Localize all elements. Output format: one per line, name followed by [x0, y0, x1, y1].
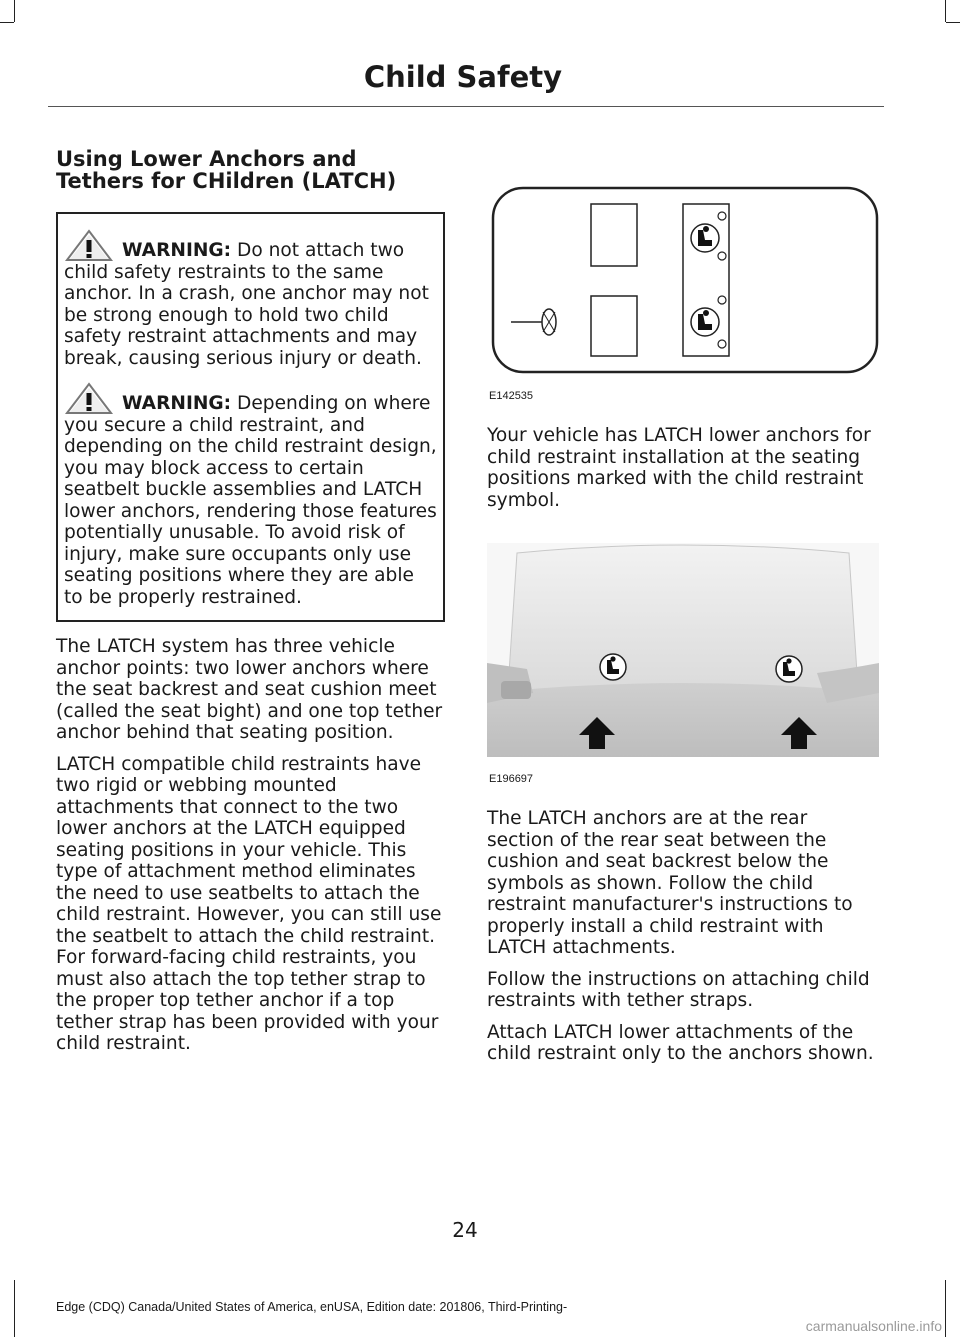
- left-column: [56, 148, 445, 1065]
- warning-1: [64, 240, 437, 369]
- header-divider: [48, 106, 884, 107]
- warning-text: Depending on where you secure a child restraint, and depending on the child restraint design, you may block access to certain seatbelt buckle assemblies and LATCH lower anchors, rendering those features potentially unusable. To avoid risk of injury, make sure occupants only use seating positions where they are able to be properly restrained.: [64, 393, 437, 608]
- footer-edition: Edge (CDQ) Canada/United States of America, enUSA, Edition date: 201806, Third-Printing-: [56, 1300, 568, 1314]
- rear-seat-photo: [487, 543, 879, 757]
- warning-box: [56, 212, 445, 622]
- seating-diagram: [487, 186, 879, 374]
- body-paragraph: The LATCH anchors are at the rear section of the rear seat between the cushion and seat backrest below the symbols as shown. Follow the child restraint manufacturer's instructions to properly install a child restraint with LATCH attachments.: [487, 808, 853, 958]
- figure-id: E142535: [489, 389, 534, 402]
- crop-mark: [14, 1280, 15, 1337]
- child-seat-icon: [600, 654, 626, 680]
- warning-label: WARNING:: [122, 240, 232, 261]
- warning-label: WARNING:: [122, 393, 232, 414]
- child-seat-icon: [691, 224, 719, 252]
- page-title: Child Safety: [363, 60, 562, 94]
- warning-2: [64, 393, 437, 608]
- child-seat-icon: [776, 656, 802, 682]
- warning-triangle-icon: [64, 381, 114, 415]
- body-paragraph: LATCH compatible child restraints have two rigid or webbing mounted attachments that connect to the two lower anchors at the LATCH equipped seating positions in your vehicle. This type of attachment method eliminates the need to use seatbelts to attach the child restraint. However, you can still use the seatbelt to attach the child restraint. For forward-facing child restraints, you must also attach the top tether strap to the proper top tether anchor if a top tether strap has been provided with your child restraint.: [56, 753, 442, 1054]
- body-paragraph: Follow the instructions on attaching child restraints with tether straps.: [487, 968, 870, 1011]
- figure-id: E196697: [489, 772, 534, 785]
- child-seat-icon: [691, 308, 719, 336]
- crop-mark: [945, 1280, 946, 1337]
- body-paragraph: Attach LATCH lower attachments of the child restraint only to the anchors shown.: [487, 1021, 874, 1064]
- body-paragraph: Your vehicle has LATCH lower anchors for child restraint installation at the seating positions marked with the child restraint symbol.: [487, 425, 871, 511]
- watermark: carmanualsonline.info: [805, 1318, 942, 1334]
- section-heading: Using Lower Anchors and Tethers for CHildren (LATCH): [56, 147, 397, 193]
- crop-mark: [0, 22, 14, 23]
- crop-mark: [945, 0, 946, 22]
- warning-text: Do not attach two child safety restraints to the same anchor. In a crash, one anchor may not be strong enough to hold two child safety restraint attachments and may break, causing serious injury or death.: [64, 240, 429, 369]
- body-paragraph: The LATCH system has three vehicle anchor points: two lower anchors where the seat backrest and seat cushion meet (called the seat bight) and one top tether anchor behind that seating position.: [56, 636, 443, 743]
- right-column: [487, 186, 879, 1075]
- page-number: 24: [452, 1218, 478, 1242]
- warning-triangle-icon: [64, 228, 114, 262]
- crop-mark: [946, 22, 960, 23]
- crop-mark: [14, 0, 15, 22]
